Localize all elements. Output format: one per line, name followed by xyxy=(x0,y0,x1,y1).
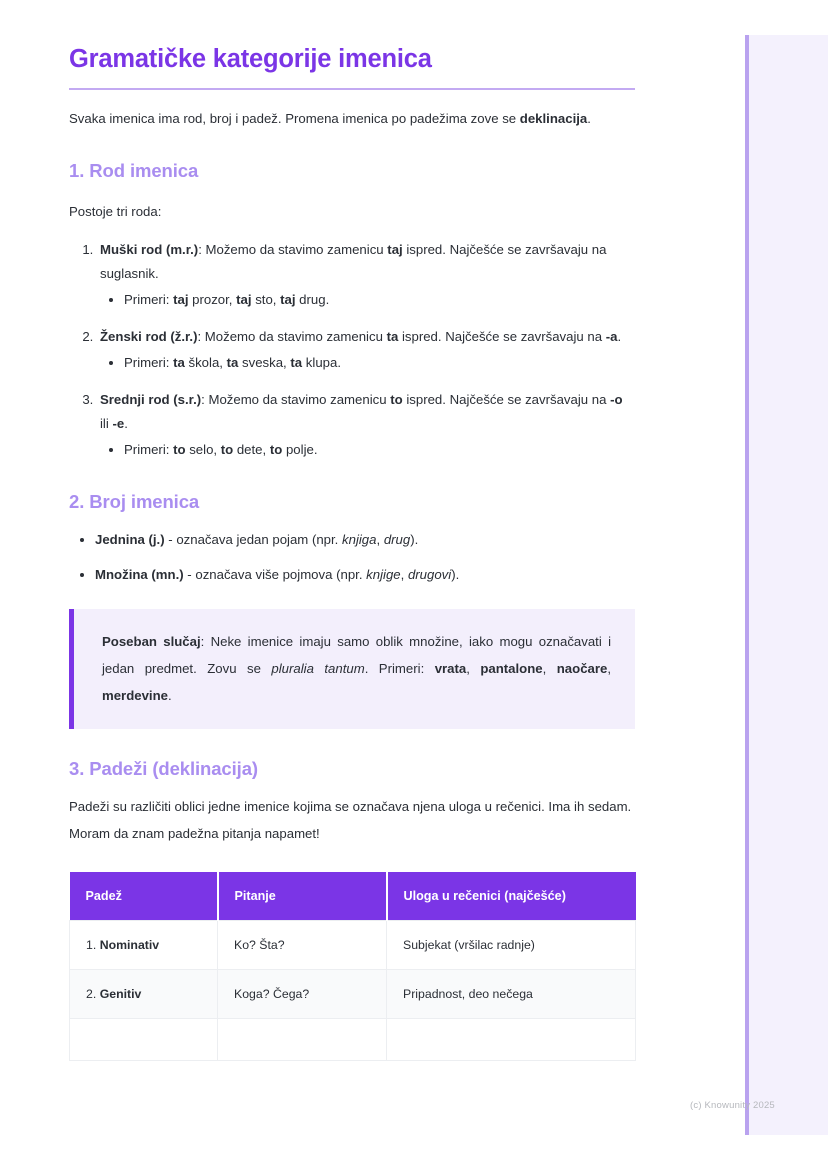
examples-label: Primeri: xyxy=(124,355,174,371)
cell-question xyxy=(218,1018,387,1060)
column-header-padez: Padež xyxy=(70,872,218,921)
example-rest: drug. xyxy=(295,292,330,308)
gender-text-d: . xyxy=(124,416,128,431)
example-bold: taj xyxy=(173,292,189,308)
example-bold: to xyxy=(269,442,283,458)
gender-text-b: ispred. Najčešće se završavaju na suglasnik. xyxy=(100,242,607,282)
example-rest: polje. xyxy=(282,442,318,458)
number-text-b: , xyxy=(400,566,408,582)
table-header-row xyxy=(70,872,636,921)
callout-label: Poseban slučaj xyxy=(102,634,201,650)
number-term: Množina (mn.) xyxy=(95,566,184,582)
number-example-2: drugovi xyxy=(407,566,452,582)
number-text-c: ). xyxy=(451,566,460,582)
section-heading-broj: 2. Broj imenica xyxy=(69,490,200,512)
gender-term: Muški rod (m.r.) xyxy=(100,242,199,258)
callout-text-c: . xyxy=(167,688,172,704)
cell-role: Pripadnost, deo nečega xyxy=(387,969,636,1018)
example-rest: prozor, xyxy=(188,292,237,308)
case-number: 1. xyxy=(86,937,100,952)
gender-term: Srednji rod (s.r.) xyxy=(100,391,202,407)
examples-label: Primeri: xyxy=(124,442,174,458)
case-number: 2. xyxy=(86,986,100,1001)
number-example-1: knjige xyxy=(366,566,401,582)
number-text-a: - označava jedan pojam (npr. xyxy=(164,531,343,547)
example-bold: to xyxy=(220,442,234,458)
gender-text-b: ispred. Najčešće se završavaju na xyxy=(398,329,606,345)
number-term: Jednina (j.) xyxy=(95,531,165,547)
gender-text-a: : Možemo da stavimo zamenicu xyxy=(198,242,388,258)
callout-example-4: merdevine xyxy=(102,688,168,704)
examples-label: Primeri: xyxy=(124,292,174,308)
gender-ending: -o xyxy=(610,391,623,407)
example-rest: selo, xyxy=(185,442,221,458)
callout-sep-3: , xyxy=(607,661,612,677)
number-list xyxy=(69,528,635,587)
table-row xyxy=(70,920,636,969)
list-item xyxy=(97,388,635,462)
cell-case xyxy=(70,920,218,969)
callout-example-3: naočare xyxy=(556,661,608,677)
list-item xyxy=(124,438,635,462)
cell-case xyxy=(70,969,218,1018)
gender-examples xyxy=(100,288,635,312)
gender-examples xyxy=(100,351,635,375)
intro-text-prefix: Svaka imenica ima rod, broj i padež. Promena imenica po padežima zove se xyxy=(69,110,520,126)
cell-case xyxy=(70,1018,218,1060)
callout-example-1: vrata xyxy=(434,661,467,677)
table-body xyxy=(70,920,636,1060)
callout-sep-1: , xyxy=(466,661,481,677)
example-bold: ta xyxy=(173,355,185,371)
gender-text-a: : Možemo da stavimo zamenicu xyxy=(201,391,391,407)
table-header xyxy=(70,872,636,921)
column-header-pitanje: Pitanje xyxy=(218,872,387,921)
intro-term-deklinacija: deklinacija xyxy=(519,110,588,126)
example-rest: klupa. xyxy=(302,355,341,371)
number-example-2: drug xyxy=(383,531,411,547)
callout-text-b: . Primeri: xyxy=(364,661,435,677)
gender-examples xyxy=(100,438,635,462)
column-header-uloga: Uloga u rečenici (najčešće) xyxy=(387,872,636,921)
table-row xyxy=(70,969,636,1018)
example-bold: taj xyxy=(280,292,296,308)
example-bold: ta xyxy=(226,355,239,371)
special-case-callout xyxy=(69,609,635,728)
callout-text-a: : Neke imenice imaju samo oblik množine, iako mogu označavati i jedan predmet. Zovu se xyxy=(102,634,611,677)
case-name: Nominativ xyxy=(99,937,160,952)
number-example-1: knjiga xyxy=(342,531,377,547)
example-bold: ta xyxy=(290,355,303,371)
section-heading-padezi: 3. Padeži (deklinacija) xyxy=(69,757,258,779)
gender-pronoun: ta xyxy=(386,329,399,345)
gender-text-a: : Možemo da stavimo zamenicu xyxy=(197,329,387,345)
table-row xyxy=(70,1018,636,1060)
gender-list xyxy=(69,238,635,461)
list-item xyxy=(95,528,635,552)
page-title: Gramatičke kategorije imenica xyxy=(69,45,432,73)
list-item xyxy=(95,563,635,587)
section-heading-rod: 1. Rod imenica xyxy=(69,160,199,182)
section3-paragraph: Padeži su različiti oblici jedne imenice kojima se označava njena uloga u rečenici. Ima ih sedam. Moram da znam padežna pitanja napamet! xyxy=(69,798,632,842)
intro-paragraph xyxy=(69,106,635,132)
example-rest: dete, xyxy=(233,442,270,458)
gender-text-c: . xyxy=(617,329,622,345)
list-item xyxy=(97,325,635,375)
list-item xyxy=(124,288,635,312)
cell-question: Koga? Čega? xyxy=(218,969,387,1018)
example-rest: sveska, xyxy=(238,355,291,371)
cases-table xyxy=(69,872,636,1061)
intro-text-suffix: . xyxy=(587,110,591,126)
example-bold: taj xyxy=(236,292,252,308)
gender-text-b: ispred. Najčešće se završavaju na xyxy=(402,391,611,407)
example-rest: sto, xyxy=(251,292,281,308)
title-divider xyxy=(69,88,635,90)
number-text-c: ). xyxy=(410,531,419,547)
gender-text-c: ili xyxy=(100,416,113,431)
number-text-a: - označava više pojmova (npr. xyxy=(183,566,367,582)
callout-sep-2: , xyxy=(542,661,557,677)
document-page xyxy=(69,0,635,1061)
gender-ending: -a xyxy=(605,329,618,345)
cell-role: Subjekat (vršilac radnje) xyxy=(387,920,636,969)
callout-paragraph xyxy=(102,628,611,709)
section1-lead: Postoje tri roda: xyxy=(69,204,162,220)
copyright-watermark: (c) Knowunity 2025 xyxy=(690,1100,775,1111)
example-bold: to xyxy=(173,442,186,458)
list-item xyxy=(124,351,635,375)
gender-term: Ženski rod (ž.r.) xyxy=(100,329,198,345)
cell-role xyxy=(387,1018,636,1060)
callout-italic-term: pluralia tantum xyxy=(271,661,365,677)
gender-pronoun: taj xyxy=(387,242,403,258)
number-text-b: , xyxy=(376,531,384,547)
right-decorative-panel xyxy=(745,35,828,1135)
gender-ending-2: -e xyxy=(112,416,125,431)
callout-example-2: pantalone xyxy=(480,661,543,677)
case-name: Genitiv xyxy=(99,986,142,1001)
list-item xyxy=(97,238,635,312)
example-rest: škola, xyxy=(184,355,227,371)
gender-pronoun: to xyxy=(390,391,403,407)
cell-question: Ko? Šta? xyxy=(218,920,387,969)
